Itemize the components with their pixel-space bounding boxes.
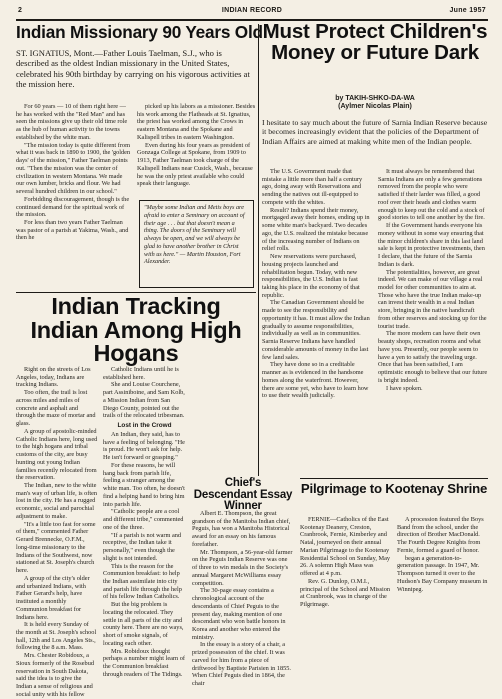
children-lead: I hesitate to say much about the future of Sarnia Indian Reserve because it becomes increasingly evident that the policies of the Department of Indian Affairs are aimed at making white men of the Indian people. xyxy=(262,118,488,146)
hogans-paragraph: "If a parish is not warm and receptive, the Indian take it personally," even though the slight is not intended. xyxy=(103,531,182,562)
children-paragraph: If the Government hands everyone his money without in some way ensuring that the minor children's share in this last land sale is kept in protective investments, then I declare, that the future of the Sarnia Indian is dark. xyxy=(378,222,485,268)
children-paragraph: The U.S. Government made that mistake a little more than half a century ago, doing away with Reservations and sending the natives out ill-equipped to compete with the whites. xyxy=(262,168,363,206)
hogans-headline-box xyxy=(16,295,256,365)
pilgrimage-paragraph: Rev. G. Dunlop, O.M.I., principal of the School and Mission at Cranbrook, was in charge of the Pilgrimage. xyxy=(300,577,391,609)
masthead xyxy=(18,7,486,17)
byline-name: by TAKIH-SHKO-DA-WA xyxy=(335,95,415,102)
pilgrimage-paragraph: FERNIE—Catholics of the East Kootenay Deanery, Creston, Cranbrook, Fernie, Kimberley and Natal, journeyed on their annual Marian Pilgrimage to the Kootenay Residential School on Sunday, May 26. A solemn High Mass was offered at 4 p.m. xyxy=(300,516,391,578)
missionary-headline: Indian Missionary 90 Years Old xyxy=(16,22,263,42)
children-paragraph: The potentialities, however, are great indeed. We can make of our village a real model for other communities to aim at. Those who have the true Indian make-up can invest their wealth in a real Indian store, bringing in the native handicraft from other reserves and stocking up for the tourist trade. xyxy=(378,268,487,330)
missionary-paragraph: For less than two years Father Taelman was pastor of a parish at Yakima, Wash., and then he xyxy=(16,219,129,242)
essay-paragraph: Albert E. Thompson, the great grandson of the Manitoba Indian chief, Peguis, has won a Manitoba Historical award for an essay on his famous forefather. xyxy=(192,510,291,548)
hogans-paragraph: A group of the city's older and urbanized Indians, with Father Gerard's help, have instituted a monthly Communion breakfast for Indians here. xyxy=(16,574,90,621)
byline-alias: (Aylmer Nicolas Plain) xyxy=(338,103,412,111)
hogans-headline: Indian Tracking Indian Among High Hogans xyxy=(30,293,242,366)
section-subhead: Lost in the Crowd xyxy=(117,422,172,430)
missionary-column-1 xyxy=(16,103,132,291)
hogans-paragraph: She and Louise Courchene, part Assiniboine, and Sam Kolb, a Mission Indian from San Diego County, pointed out the trails of the relocated tribesman. xyxy=(103,381,185,420)
children-paragraph: Result? Indians spend their money, mortgaged away their homes, ending up in some white man's backyard. Two decades ago, the U.S. realized the mistake because of the increasing number of Indians on relief rolls. xyxy=(262,206,370,253)
hogans-paragraph: The Indian, new to the white man's way of urban life, is often lost in the city. He has a rugged economic, social and parochial adjustment to make. xyxy=(16,482,98,520)
hogans-paragraph: But the big problem is locating the relocated. They settle in all parts of the city and county here. There are no ways, short of smoke signals, of locating each other. xyxy=(103,601,184,647)
hogans-column-1 xyxy=(16,366,98,698)
essay-column xyxy=(192,510,294,688)
missionary-paragraph: For 60 years — 10 of them right here — he has worked with the "Red Man" and has seen the missions give up their old time role as the hub of human activity to the towns established by the white man. xyxy=(16,103,128,141)
column-rule xyxy=(258,24,259,476)
missionary-paragraph: "The mission today is quite different from what it was back in 1890 to 1900, the 'golden days' of the mission," Father Taelman points out. "Then the mission was the center of civilization in western Montana. We made our own lumber, bricks and flour. We had several hundred children in our school." xyxy=(16,141,131,196)
children-headline-box xyxy=(262,22,488,94)
missionary-column-2 xyxy=(137,103,256,199)
essay-paragraph: In the essay is a story of a chair, a prized possession of the chief. It was carved for him from a piece of driftwood by Baptiste Parisien in 1855. When Chief Peguis died in 1864, the chair xyxy=(192,641,291,688)
missionary-paragraph: Forbidding discouragement, though is the continued demand for the spiritual work of the mission. xyxy=(16,195,130,219)
children-paragraph: They have done so in a creditable manner as is evidenced in the handsome homes along the waterfront. However, there are some yet, who have to learn how to use their wealth judicially. xyxy=(262,361,369,400)
children-headline: Must Protect Children's Money or Future Dark xyxy=(262,20,488,64)
essay-paragraph: Mr. Thompson, a 56-year-old farmer on the Peguis Indian Reserve was one of three to win medals in the Society's annual Margaret McWilliams essay competition. xyxy=(192,548,293,587)
children-paragraph: The more modern can have their own beauty shops, recreation rooms and what have you. Presently, our people seem to have a yen to satisfy the traveling urge. Once that has been satisfied, I am optimistic enough to believe that our future is bright indeed. xyxy=(378,330,488,384)
pilgrimage-paragraph: began a generation-to-generation passage. In 1947, Mr. Thompson turned it over to the Hudson's Bay Company museum in Winnipeg. xyxy=(397,554,488,593)
hogans-paragraph: This is the reason for the Communion breakfast: to help the Indian assimilate into city and parish life through the help of his fellow Indian Catholics. xyxy=(103,562,182,601)
hogans-paragraph: Mrs. Chester Robidoux, a Sioux formerly of the Rosebud reservation in South Dakota, said the idea is to give the Indian a sense of religious and social unity with his fellow xyxy=(16,652,95,698)
hogans-paragraph: "It's a little too fast for some of them," commented Father Gerard Brennecke, O.F.M., long-time missionary to the Indians of the Southwest, now stationed at St. Joseph's church here. xyxy=(16,520,96,575)
essay-headline: Chief's Descendant Essay Winner xyxy=(193,477,293,513)
hogans-paragraph: Too often, the trail is lost across miles and miles of concrete and asphalt and through the maze of mortar and glass. xyxy=(16,389,96,428)
hogans-paragraph: It is held every Sunday of the month at St. Joseph's school hall, 12th and Los Angeles Sts., following the 8 a.m. Mass. xyxy=(16,621,97,652)
children-column-2 xyxy=(378,168,488,476)
missionary-lead: ST. IGNATIUS, Mont.—Father Louis Taelman, S.J., who is described as the oldest Indian missionary in the United States, celebrated his 90th birthday by carrying on his vigorous activities at the mission here. xyxy=(16,48,250,89)
hogans-paragraph: Right on the streets of Los Angeles, today, Indians are tracking Indians. xyxy=(16,366,91,389)
children-column-1 xyxy=(262,168,372,476)
hogans-paragraph: An Indian, they said, has to have a feeling of belonging. "He is proud. He won't ask for help. He isn't forward or grasping." xyxy=(103,431,185,462)
pilgrimage-headline: Pilgrimage to Kootenay Shrine xyxy=(300,481,488,496)
children-paragraph: I have spoken. xyxy=(386,384,423,392)
essay-headline-box xyxy=(192,477,294,513)
children-paragraph: The Canadian Government should be made to see the responsibility and opportunity it has. It must allow the Indian gradually to assume responsibilities, individually as well as in communities. Sarnia Reserve Indians have handled considerable amounts of money in the last few land sales. xyxy=(262,299,370,361)
paper-name: INDIAN RECORD xyxy=(221,7,283,14)
children-byline-box xyxy=(262,95,488,117)
pilgrimage-headline-box xyxy=(300,482,488,512)
issue-date: June 1957 xyxy=(449,7,486,14)
missionary-paragraph: picked up his labors as a missioner. Besides his work among the Flatheads at St. Ignatius, the priest has worked among the Crows in eastern Montana and the Spokane and Kalispell tribes in eastern Washington. xyxy=(137,103,256,141)
pilgrimage-paragraph: A procession featured the Boys Band from the school, under the direction of Brother MacDonald. The Fourth Degree Knights from Fernie, formed a guard of honor. xyxy=(397,516,484,554)
page-number: 2 xyxy=(18,7,23,14)
hogans-column-2 xyxy=(103,366,186,678)
pilgrimage-column xyxy=(300,516,488,646)
children-paragraph: New reservations were purchased, housing projects launched and rehabilitation begun. Today, with new responsibilities, the U.S. Indian is fast taking his place in the economy of that republic. xyxy=(262,253,360,299)
essay-paragraph: The 30-page essay contains a chronological account of the descendants of Chief Peguis to the present day, making mention of one descendant who won battle honors in Korea and another who entered the ministry. xyxy=(192,587,286,641)
missionary-paragraph: Even during his four years as president of Gonzaga College at Spokane, from 1909 to 1913, Father Taelman took charge of the Kalispell Indians near Cusick, Wash., because he was the only priest available who could speak their language. xyxy=(137,141,253,188)
hogans-paragraph: "Catholic people are a cool and different tribe," commented one of the three. xyxy=(103,508,184,531)
hogans-paragraph: Catholic Indians until he is established here. xyxy=(103,366,179,381)
hogans-paragraph: A group of apostolic-minded Catholic Indians here, long used to the high hogans and tribal customs of the city, are busy hunting out young Indian families recently relocated from the reservation. xyxy=(16,427,98,482)
seminary-quote-box: "Maybe some Indian and Metis boys are afraid to enter a Seminary on account of their age . . . but that doesn't mean a thing. The doors of the Seminary will always be open, and we will always be glad to have another brother in Christ with us here." — Martin Houston, Fort Alexander. xyxy=(139,200,254,288)
pilgrimage-top-rule xyxy=(300,478,488,479)
hogans-paragraph: For these reasons, he will hang back from parish life, feeling a stranger among the white man. Too often, he doesn't find a helping hand to bring him into parish life. xyxy=(103,461,185,508)
children-paragraph: It must always be remembered that Sarnia Indians are only a few generations removed from the people who were satisfied if their larder was filled, a good roof over their heads and clothes warm enough to keep out the cold and a stock of good stories to tell one another by the fire. xyxy=(378,168,485,222)
hogans-paragraph: Mrs. Robidoux thought perhaps a number might learn of the Communion breakfast through readers of The Tidings. xyxy=(103,647,186,678)
